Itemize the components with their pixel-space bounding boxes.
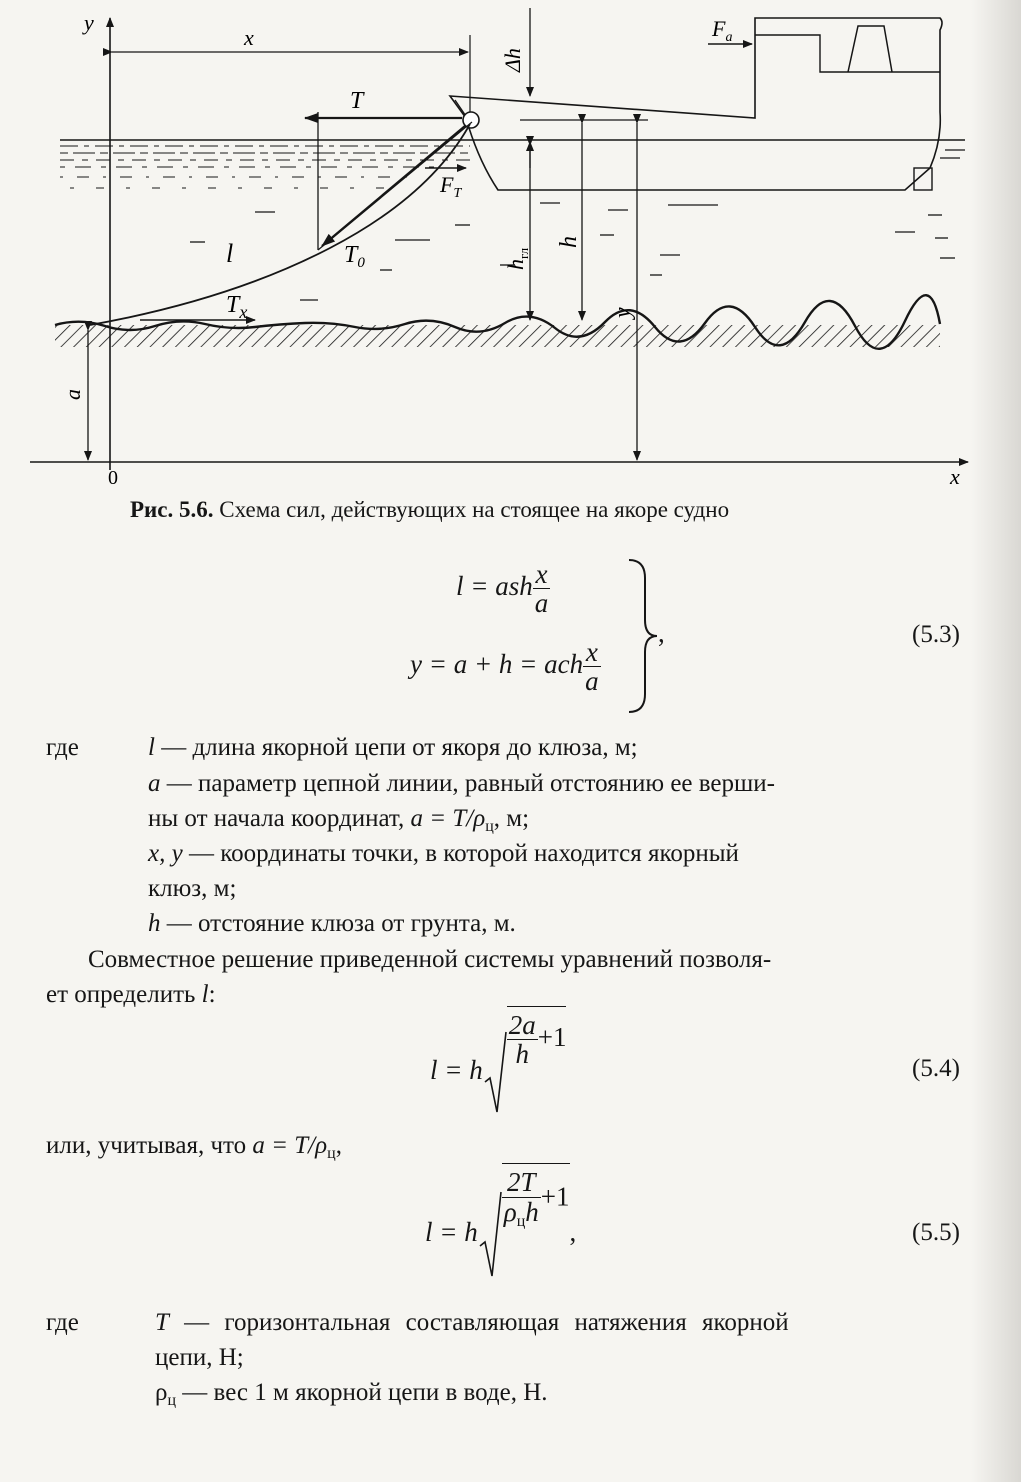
def-T-line-2: цепи, Н; — [155, 1344, 244, 1371]
caption-text: Схема сил, действующих на стоящее на якоре судно — [219, 497, 730, 522]
where-label-1: где — [46, 734, 79, 761]
def-l: l — длина якорной цепи от якоря до клюза, м; — [148, 734, 638, 761]
paragraph-line-1: Совместное решение приведенной системы уравнений позволя- — [88, 946, 772, 973]
anchored-ship-force-diagram — [0, 0, 1021, 495]
force-T0-label: $T_0$ — [344, 242, 365, 271]
dim-a-label: a — [60, 389, 85, 400]
ship-hull — [450, 18, 942, 190]
hawse-pipe — [463, 112, 479, 128]
equation-5-3-line-2: y = a + h = ach $\frac{x}{a}$ — [410, 637, 599, 697]
force-Fa-label: $F_a$ — [712, 16, 733, 45]
equation-5-5: l = h $\frac{2T}{\rho_цh}$ +1, — [425, 1190, 576, 1280]
def-a-line-2: ны от начала координат, $a = T/\rho_ц$, м; — [148, 805, 530, 835]
caption-prefix: Рис. 5.6. — [130, 497, 214, 522]
dim-hgl-label: $h_{гл}$ — [503, 247, 531, 270]
where-label-2: где — [46, 1309, 79, 1336]
equation-5-3-number: (5.3) — [912, 621, 960, 648]
def-T-line-1: T — горизонтальная составляющая натяжения якорной — [155, 1309, 789, 1336]
or-considering-line: или, учитывая, что $a = T/\rho_ц$, — [46, 1132, 342, 1162]
dim-y-label: y — [610, 307, 636, 318]
x-dimension-label: x — [244, 25, 254, 50]
force-T-label: T — [350, 88, 364, 114]
system-brace — [623, 556, 663, 716]
equation-5-3-comma: , — [658, 618, 665, 648]
def-xy-line-1: x, y — координаты точки, в которой находится якорный — [148, 840, 739, 867]
equation-5-5-number: (5.5) — [912, 1219, 960, 1246]
sqrt-5-4: $\frac{2a}{h}$ +1 — [483, 1030, 567, 1116]
page-edge-shadow — [971, 0, 1021, 1482]
equation-5-3-line-1: l = ash $\frac{x}{a}$ — [456, 559, 549, 619]
dim-h-label: h — [556, 236, 582, 248]
anchor-chain-catenary — [90, 124, 470, 325]
dim-dh-label: Δh — [500, 48, 525, 72]
ship-funnel — [848, 26, 892, 72]
equation-5-4: l = h $\frac{2a}{h}$ +1 — [430, 1030, 566, 1116]
def-a-line-1: a — параметр цепной линии, равный отстоянию ее верши- — [148, 770, 775, 797]
sqrt-5-5: $\frac{2T}{\rho_цh}$ +1 — [478, 1190, 570, 1280]
def-h: h — отстояние клюза от грунта, м. — [148, 910, 516, 937]
figure-caption — [130, 497, 729, 523]
force-Tx-label: $T_x$ — [226, 292, 248, 322]
chain-length-label: l — [226, 239, 234, 268]
def-xy-line-2: клюз, м; — [148, 875, 237, 902]
equation-5-4-number: (5.4) — [912, 1055, 960, 1082]
origin-label: 0 — [108, 467, 118, 489]
axis-y-label: y — [84, 10, 94, 35]
force-FT-label: $F_T$ — [440, 172, 462, 201]
axis-x-label: x — [950, 464, 960, 489]
paragraph-line-2: ет определить l: — [46, 981, 216, 1008]
def-rho: $\rho_ц$ — вес 1 м якорной цепи в воде, Н. — [155, 1379, 548, 1409]
